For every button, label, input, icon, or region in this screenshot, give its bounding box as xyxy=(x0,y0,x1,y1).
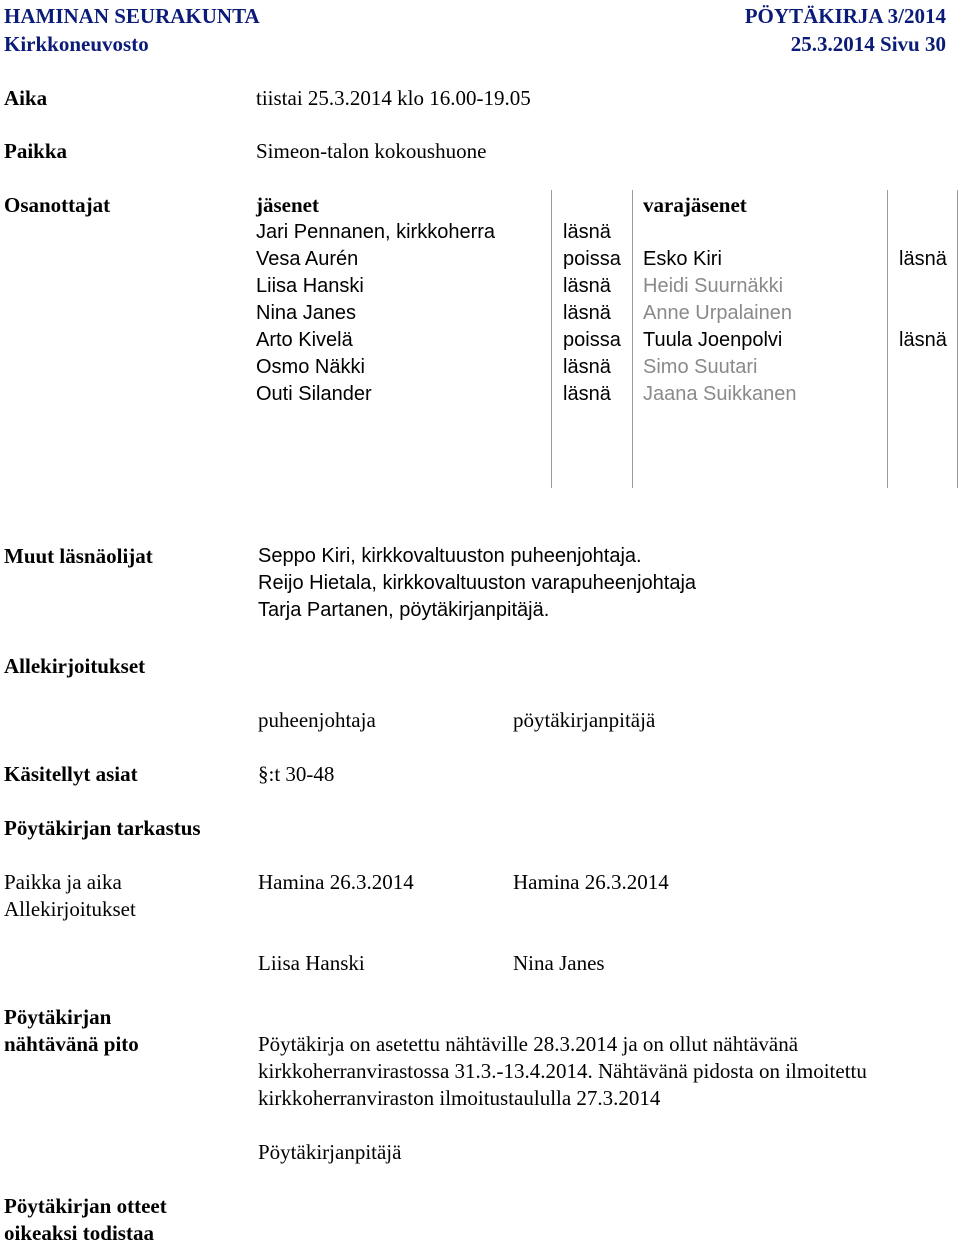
member-status: läsnä xyxy=(563,356,611,378)
deputy-name: Tuula Joenpolvi xyxy=(643,329,783,351)
other-attendee: Reijo Hietala, kirkkovaltuuston varapuheenjohtaja xyxy=(258,572,697,594)
nahtavana-signer: Pöytäkirjanpitäjä xyxy=(258,1140,402,1164)
nahtavana-label-2: nähtävänä pito xyxy=(4,1032,139,1056)
table-divider xyxy=(957,190,958,488)
member-name: Vesa Aurén xyxy=(256,248,359,270)
members-heading: jäsenet xyxy=(256,193,319,217)
signer-1: Liisa Hanski xyxy=(258,951,365,975)
org-name: HAMINAN SEURAKUNTA xyxy=(4,4,260,28)
member-name: Liisa Hanski xyxy=(256,275,364,297)
table-divider xyxy=(887,190,888,488)
member-status: poissa xyxy=(563,248,621,270)
date-page: 25.3.2014 Sivu 30 xyxy=(790,32,946,56)
nahtavana-text: Pöytäkirja on asetettu nähtäville 28.3.2014 ja on ollut nähtävänä xyxy=(258,1032,799,1056)
member-name: Osmo Näkki xyxy=(256,356,365,378)
member-status: läsnä xyxy=(563,221,611,243)
deputy-status: läsnä xyxy=(899,248,947,270)
deputy-status: läsnä xyxy=(899,329,947,351)
deputy-name: Esko Kiri xyxy=(643,248,722,270)
signatures-label: Allekirjoitukset xyxy=(4,897,136,921)
paikka-label: Paikka xyxy=(4,139,68,163)
tarkastus-label: Pöytäkirjan tarkastus xyxy=(4,816,201,840)
deputy-name: Anne Urpalainen xyxy=(643,302,792,324)
member-name: Outi Silander xyxy=(256,383,372,405)
aika-label: Aika xyxy=(4,86,48,110)
member-status: läsnä xyxy=(563,383,611,405)
muut-label: Muut läsnäolijat xyxy=(4,544,153,568)
member-status: läsnä xyxy=(563,275,611,297)
otteet-label-2: oikeaksi todistaa xyxy=(4,1221,154,1245)
member-name: Nina Janes xyxy=(256,302,357,324)
other-attendee: Tarja Partanen, pöytäkirjanpitäjä. xyxy=(258,599,550,621)
chair-signature-label: puheenjohtaja xyxy=(258,708,376,732)
place-time-label: Paikka ja aika xyxy=(4,870,122,894)
deputy-name: Jaana Suikkanen xyxy=(643,383,797,405)
member-status: läsnä xyxy=(563,302,611,324)
allekirjoitukset-label: Allekirjoitukset xyxy=(4,654,146,678)
place-time-2: Hamina 26.3.2014 xyxy=(513,870,669,894)
deputy-name: Heidi Suurnäkki xyxy=(643,275,784,297)
place-time-1: Hamina 26.3.2014 xyxy=(258,870,414,894)
other-attendee: Seppo Kiri, kirkkovaltuuston puheenjohtaja. xyxy=(258,545,642,567)
table-divider xyxy=(632,190,633,488)
table-divider xyxy=(551,190,552,488)
secretary-signature-label: pöytäkirjanpitäjä xyxy=(513,708,656,732)
kasitellyt-label: Käsitellyt asiat xyxy=(4,762,138,786)
member-name: Jari Pennanen, kirkkoherra xyxy=(256,221,496,243)
deputies-heading: varajäsenet xyxy=(643,193,747,217)
nahtavana-text: kirkkoherranviraston ilmoitustaululla 27.3.2014 xyxy=(258,1086,661,1110)
member-name: Arto Kivelä xyxy=(256,329,353,351)
document-number: PÖYTÄKIRJA 3/2014 xyxy=(744,4,946,28)
otteet-label-1: Pöytäkirjan otteet xyxy=(4,1194,167,1218)
deputy-name: Simo Suutari xyxy=(643,356,758,378)
aika-value: tiistai 25.3.2014 klo 16.00-19.05 xyxy=(256,86,531,110)
paikka-value: Simeon-talon kokoushuone xyxy=(256,139,487,163)
nahtavana-label-1: Pöytäkirjan xyxy=(4,1005,112,1029)
osanottajat-label: Osanottajat xyxy=(4,193,111,217)
kasitellyt-value: §:t 30-48 xyxy=(258,762,335,786)
nahtavana-text: kirkkoherranvirastossa 31.3.-13.4.2014. Nähtävänä pidosta on ilmoitettu xyxy=(258,1059,867,1083)
signer-2: Nina Janes xyxy=(513,951,605,975)
member-status: poissa xyxy=(563,329,621,351)
body-name: Kirkkoneuvosto xyxy=(4,32,149,56)
